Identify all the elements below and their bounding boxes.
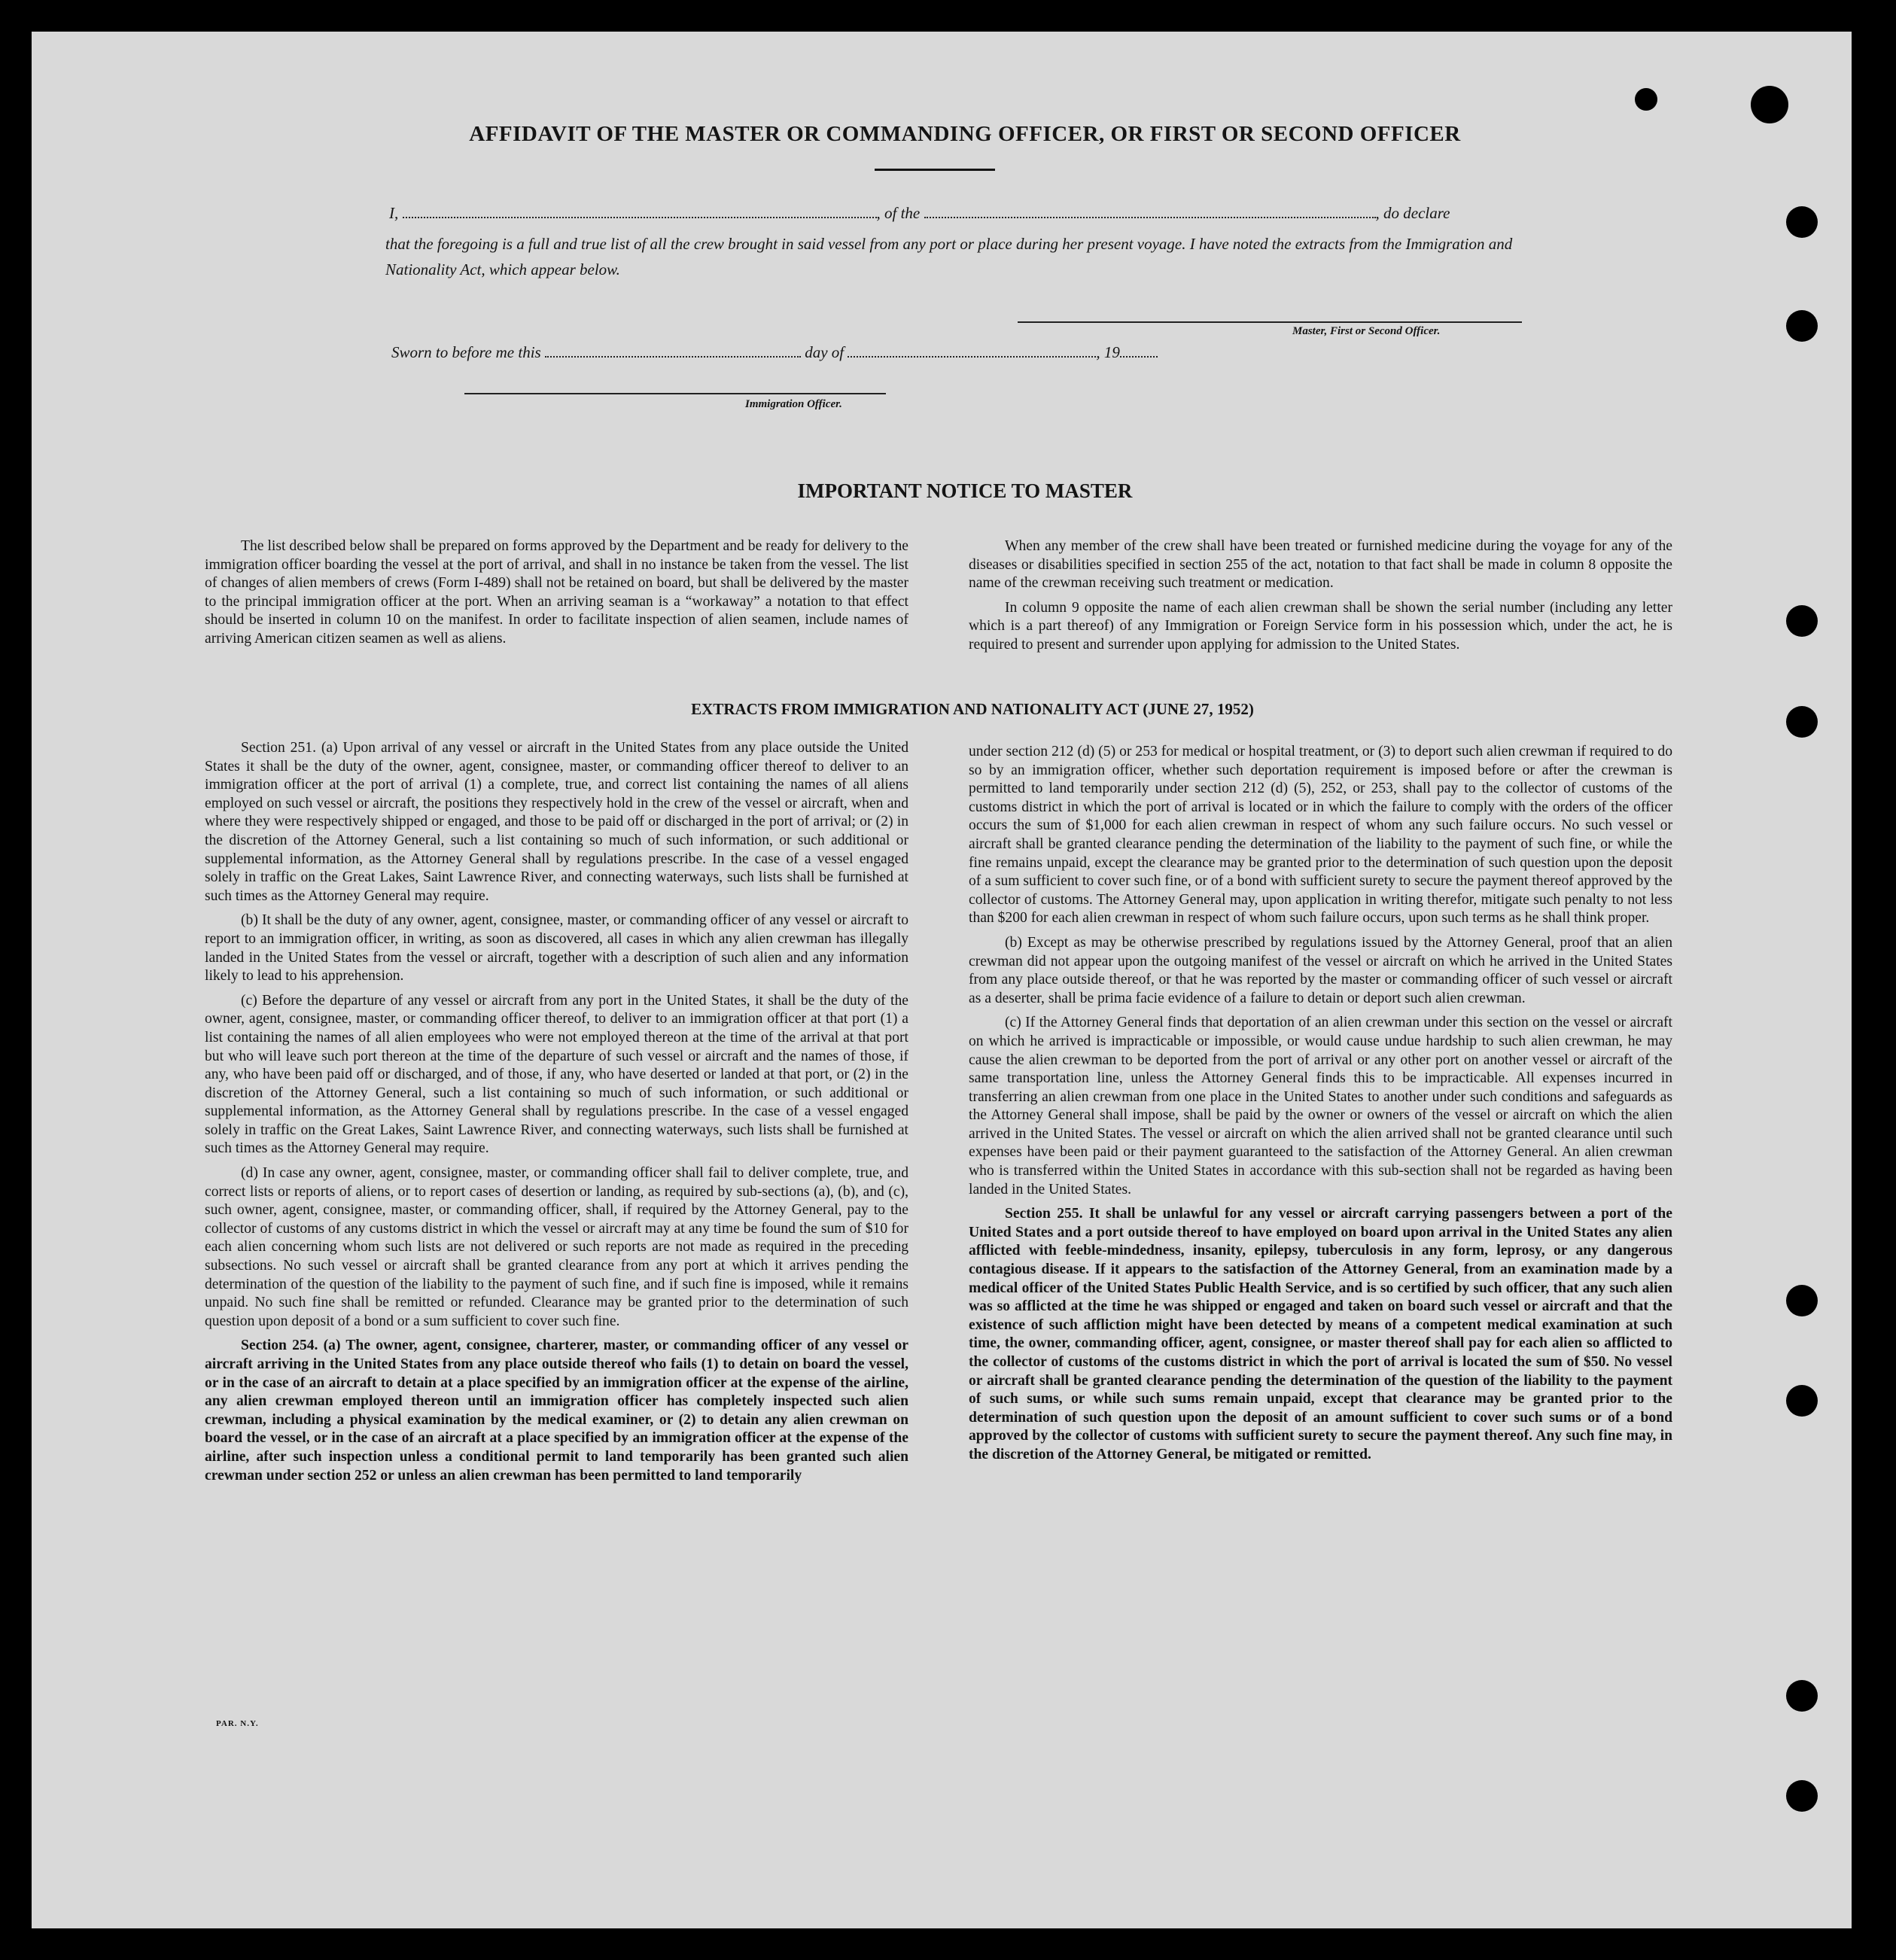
binder-hole [1751,86,1788,123]
affidavit-title: AFFIDAVIT OF THE MASTER OR COMMANDING OFFICER, OR FIRST OR SECOND OFFICER [469,122,1461,146]
document-page [32,32,1852,1928]
binder-hole [1786,1680,1818,1712]
notice-title: IMPORTANT NOTICE TO MASTER [797,479,1133,502]
sworn-date-field[interactable] [545,342,801,358]
name-field[interactable] [403,203,877,218]
notice-paragraph: In column 9 opposite the name of each alien crewman shall be shown the serial number (including any letter which is a part thereof) of any Immigration or Foreign Service form in his possession which, under the act, he is required to present and surrender upon applying for admission to the United States. [969,599,1672,653]
sworn-year-field[interactable] [1120,342,1158,358]
notice-paragraph: The list described below shall be prepared on forms approved by the Department and be ready for delivery to the immigration officer boarding the vessel at the port of arrival, and shall in no instance be taken from the vessel. The list of changes of alien members of crews (Form I-489) shall not be retained on board, but shall be delivered by the master to the principal immigration officer at the port. When an arriving seaman is a “workaway” a notation to that effect should be inserted in column 10 on the manifest. In order to facilitate inspection of alien seamen, include names of arriving American citizen seamen as well as aliens. [205,538,908,647]
printer-mark: PAR. N.Y. [216,1719,259,1728]
notice-right-column [969,537,1672,661]
statute-paragraph: Section 255. It shall be unlawful for any vessel or aircraft carrying passengers between a port of the United States and a port outside thereof to have employed on board upon arrival in the United States any alien afflicted with feeble-mindedness, insanity, epilepsy, tuberculosis in any form, leprosy, or any dangerous contagious disease. If it appears to the satisfaction of the Attorney General, from an examination made by a medical officer of the United States Public Health Service, and is so certified by such officer, that any such alien was so afflicted at the time he was shipped or engaged and taken on board such vessel or aircraft and that the existence of such affliction might have been detected by means of a competent medical examination at such time, the owner, commanding officer, agent, consignee, or master thereof shall pay for each alien so afflicted to the collector of customs of the customs district in which the port of arrival is located the sum of $50. No vessel or aircraft shall be granted clearance pending the determination of the question of the liability to the payment of such sums, or while such sums remain unpaid, except that clearance may be granted prior to the determination of such question upon the deposit of an amount sufficient to cover such sums or of a bond approved by the collector of customs with sufficient surety to secure the payment thereof. Any such fine may, in the discretion of the Attorney General, be mitigated or remitted. [969,1206,1672,1462]
declaration-prefix: I, [389,204,399,222]
officer-signature-label: Immigration Officer. [745,398,842,410]
vessel-field[interactable] [924,203,1376,218]
statute-paragraph: (c) If the Attorney General finds that deportation of an alien crewman under this section on the vessel or aircraft on which he arrived is impracticable or impossible, or would cause undue hardship to such alien crewman, he may cause the alien crewman to be deported from the port of arrival or any other port on another vessel or aircraft of the same transportation line, unless the Attorney General finds this to be impracticable. All expenses incurred in transferring an alien crewman from one place in the United States to another under such conditions and safeguards as the Attorney General shall impose, shall be paid by the owner or owners of the vessel or aircraft on which the alien arrived in the United States. The vessel or aircraft on which the alien arrived shall not be granted clearance until such expenses have been paid or their payment guaranteed to the satisfaction of the Attorney General. An alien crewman who is transferred within the United States in accordance with this sub-section shall not be regarded as having been landed in the United States. [969,1015,1672,1198]
extracts-title: EXTRACTS FROM IMMIGRATION AND NATIONALITY ACT (JUNE 27, 1952) [691,700,1254,718]
officer-signature-line[interactable] [464,393,886,394]
statute-paragraph: under section 212 (d) (5) or 253 for medical or hospital treatment, or (3) to deport such alien crewman if required to do so by an immigration officer, whether such deportation requirement is imposed before or after the crewman is permitted to land temporarily under section 212 (d) (5), 252, or 253, shall pay to the collector of customs of the customs district in which the port of arrival is located or in which the failure to comply with the orders of the officer occurs the sum of $1,000 for each alien crewman in respect of whom any such failure occurs. No such vessel or aircraft shall be granted clearance pending the determination of the liability to the payment of such fine, or while the fine remains unpaid, except the clearance may be granted prior to the determination of such question upon the deposit of a sum sufficient to cover such fine, or of a bond with sufficient surety to secure the payment thereof approved by the collector of customs. The Attorney General may, upon application in writing therefor, mitigate such penalty to not less than $200 for each alien crewman in respect of whom such failure occurs, upon such terms as he shall think proper. [969,744,1672,927]
statute-paragraph: Section 254. (a) The owner, agent, consignee, charterer, master, or commanding officer of any vessel or aircraft arriving in the United States from any place outside thereof who fails (1) to detain on board the vessel, or in the case of an aircraft to detain at a place specified by an immigration officer at the expense of the airline, any alien crewman employed thereon until an immigration officer has completely inspected such alien crewman, including a physical examination by the medical examiner, or (2) to detain any alien crewman on board the vessel, or in the case of an aircraft at a place specified by an immigration officer at the expense of the airline, after such inspection unless a conditional permit to land temporarily has been granted such alien crewman under section 252 or unless an alien crewman has been permitted to land temporarily [205,1338,908,1484]
statute-paragraph: (b) It shall be the duty of any owner, agent, consignee, master, or commanding officer of any vessel or aircraft to report to an immigration officer, in writing, as soon as discovered, all cases in which any alien crewman has illegally landed in the United States from the vessel or aircraft, together with a description of such alien and any information likely to lead to his apprehension. [205,912,908,985]
binder-hole [1635,88,1657,111]
statute-paragraph: (d) In case any owner, agent, consignee, master, or commanding officer shall fail to deliver complete, true, and correct lists or reports of aliens, or to report cases of desertion or landing, as required by sub-sections (a), (b), and (c), such owner, agent, consignee, master, or commanding officer, shall, if required by the Attorney General, pay to the collector of customs of any customs district in which the vessel or aircraft may at any time be found the sum of $10 for each alien concerning whom such lists are not delivered or such reports are not made as required in the preceding subsections. No such vessel or aircraft shall be granted clearance from any port at which it arrives pending the determination of the question of the liability to the payment of such fine, and if such fine is imposed, while it remains unpaid. No such fine shall be remitted or refunded. Clearance may be granted prior to the determination of such question upon deposit of a bond or a sum sufficient to cover such fine. [205,1165,908,1329]
declaration-mid: , of the [876,204,921,222]
binder-hole [1786,706,1818,738]
sworn-month-field[interactable] [848,342,1096,358]
master-signature-label: Master, First or Second Officer. [1292,325,1441,337]
binder-hole [1786,605,1818,637]
declaration-suffix: , do declare [1375,204,1450,222]
statute-paragraph: (b) Except as may be otherwise prescribed by regulations issued by the Attorney General, proof that an alien crewman did not appear upon the outgoing manifest of the vessel or aircraft on which he arrived in the United States from any place outside thereof, or that he was reported by the master or commanding officer of such vessel or aircraft as a deserter, shall be prima facie evidence of a failure to detain or deport such alien crewman. [969,934,1672,1006]
notice-paragraph: When any member of the crew shall have been treated or furnished medicine during the voyage for any of the diseases or disabilities specified in section 255 of the act, notation to that fact shall be made in column 8 opposite the name of the crewman receiving such treatment or medication. [969,538,1672,592]
extracts-right-column [969,743,1672,1471]
declaration-line [389,203,1563,223]
statute-paragraph: (c) Before the departure of any vessel or aircraft from any port in the United States, it shall be the duty of the owner, agent, consignee, master, or commanding officer thereof, to deliver to an immigration officer at that port (1) a list containing the names of all alien employees who were not employed thereon at the time of the arrival at that port but who will leave such port thereon at the time of the departure of such vessel or aircraft and the names of those, if any, who have been paid off or discharged, and of those, if any, who have deserted or landed at that port, or (2) in the discretion of the Attorney General, such a list containing so much of such information, or such additional or supplemental information, as the Attorney General shall by regulations prescribe. In the case of a vessel engaged solely in traffic on the Great Lakes, Saint Lawrence River, and connecting waterways, such lists shall be furnished at such times as the Attorney General may require. [205,992,908,1157]
sworn-year-prefix: , 19 [1096,343,1120,361]
declaration-statement: that the foregoing is a full and true list of all the crew brought in said vessel from any port or place during her present voyage. I have noted the extracts from the Immigration and Nationality Act, which appear below. [385,235,1513,278]
binder-hole [1786,1780,1818,1812]
sworn-day-of: day of [805,343,845,361]
sworn-prefix: Sworn to before me this [391,343,541,361]
sworn-line [391,342,1370,362]
title-rule [875,169,995,171]
binder-hole [1786,310,1818,342]
binder-hole [1786,1285,1818,1316]
binder-hole [1786,1385,1818,1417]
binder-hole [1786,206,1818,238]
extracts-left-column [205,739,908,1491]
statute-paragraph: Section 251. (a) Upon arrival of any vessel or aircraft in the United States from any place outside the United States it shall be the duty of the owner, agent, consignee, master, or commanding officer thereof to deliver to an immigration officer at the port of arrival (1) a complete, true, and correct list containing the names of all aliens employed on such vessel or aircraft, the positions they respectively hold in the crew of the vessel or aircraft, when and where they were respectively shipped or engaged, and those to be paid off or discharged in the port of arrival; or (2) in the discretion of the Attorney General, such a list containing so much of such information, or such additional or supplemental information, as the Attorney General shall by regulations prescribe. In the case of a vessel engaged solely in traffic on the Great Lakes, Saint Lawrence River, and connecting waterways, such lists shall be furnished at such times as the Attorney General may require. [205,740,908,904]
notice-left-column [205,537,908,655]
master-signature-line[interactable] [1018,321,1522,323]
